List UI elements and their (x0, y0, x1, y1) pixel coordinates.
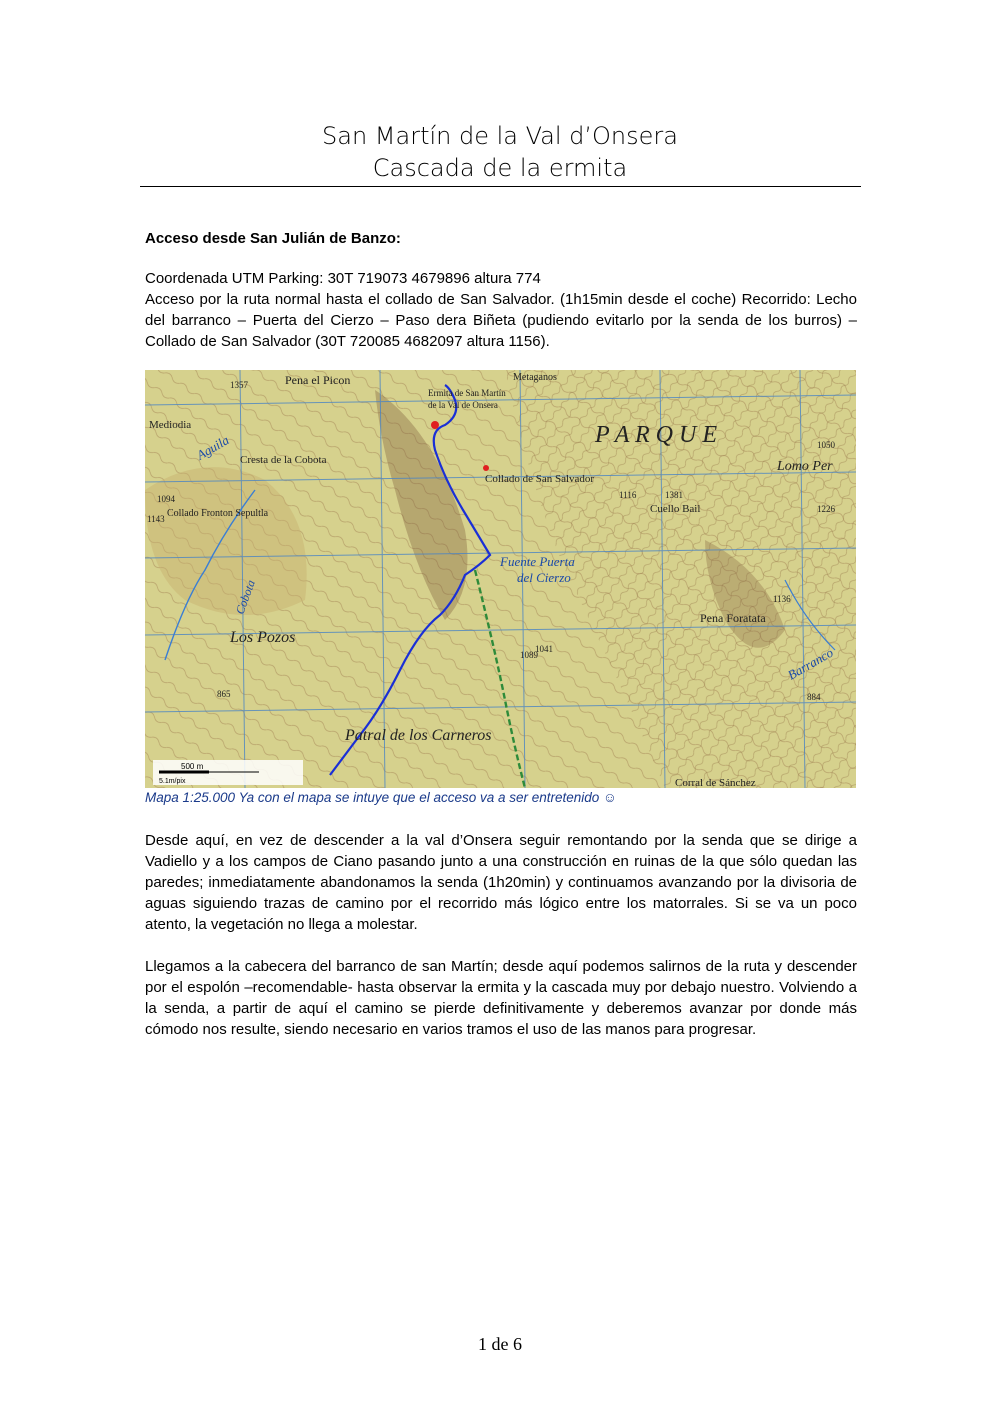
map-elev-7: 1136 (773, 594, 791, 604)
map-caption: Mapa 1:25.000 Ya con el mapa se intuye que el acceso va a ser entretenido ☺ (145, 790, 617, 805)
map-label-pena-picon: Pena el Picon (285, 373, 351, 387)
body-paragraph-2: Llegamos a la cabecera del barranco de san Martín; desde aquí podemos salirnos de la ruta y descender por el espolón –recomendable- hasta observar la ermita y la cascada muy por debajo nuestro. Volviendo a la senda, a partir de aquí el camino se pierde definitivamente y deberemos avanzar por donde más cómodo nos resulte, siendo necesario en varios tramos el uso de las manos para progresar. (145, 958, 857, 1038)
map-elev-2: 1143 (147, 514, 165, 524)
map-elev-6: 1381 (665, 490, 683, 500)
map-label-parque: P A R Q U E (595, 422, 718, 448)
map-elev-5: 1116 (619, 490, 637, 500)
intro-paragraph: Acceso por la ruta normal hasta el collado de San Salvador. (1h15min desde el coche) Recorrido: Lecho del barranco – Puerta del Cierzo – Paso dera Biñeta (pudiendo evitarlo por la senda de los burros) – Collado de San Salvador (30T 720085 4682097 altura 1156). (145, 291, 857, 350)
map-label-collado-fronton: Collado Fronton Sepultla (167, 508, 269, 519)
document-title (140, 120, 860, 184)
map-label-patral: Patral de los Carneros (345, 727, 492, 744)
map-label-collado-salvador: Collado de San Salvador (485, 473, 595, 485)
map-elev-8: 884 (807, 692, 821, 702)
intro-block (145, 268, 857, 352)
map-elev-3: 865 (217, 689, 231, 699)
map-elev-10: 1041 (535, 644, 553, 654)
title-divider (140, 186, 861, 187)
map-label-puente-2: del Cierzo (517, 570, 571, 585)
map-label-aguila: Aguila (194, 432, 232, 463)
map-label-los-pozos: Los Pozos (230, 629, 296, 646)
scale-resolution: 5.1m/pix (159, 778, 186, 785)
map-label-puente-1: Fuente Puerta (500, 554, 575, 569)
title-line-2: Cascada de la ermita (372, 154, 628, 182)
map-label-cuello-bail: Cuello Bail (650, 503, 701, 515)
map-label-cresta: Cresta de la Cobota (240, 454, 327, 466)
section-heading: Acceso desde San Julián de Banzo: (145, 230, 401, 247)
map-label-cobota: Cobota (232, 578, 258, 617)
map-label-ermita-2: de la Val de Onsera (428, 400, 498, 410)
body-paragraph-1: Desde aquí, en vez de descender a la val d’Onsera seguir remontando por la senda que se dirige a Vadiello y a los campos de Ciano pasando junto a una construcción en ruinas de la que sólo quedan las paredes; inmediatamente abandonamos la senda (1h20min) y continuamos avanzando por la divisoria de aguas siguiendo trazas de camino por el recorrido más lógico entre los matorrales. Si se va un poco atento, la vegetación no llega a molestar. (145, 832, 857, 933)
map-elev-4: 1226 (817, 504, 835, 514)
topographic-map (145, 370, 856, 788)
map-label-metaganos: Metaganos (513, 372, 557, 383)
map-label-mediodia: Mediodia (149, 419, 192, 431)
map-label-lomo: Lomo Per (777, 459, 833, 474)
map-elev-9: 1089 (520, 650, 538, 660)
map-label-ermita-1: Ermita de San Martín (428, 388, 506, 398)
map-scale-bar (153, 760, 303, 785)
intro-coordinates: Coordenada UTM Parking: 30T 719073 4679896 altura 774 (145, 270, 541, 287)
title-line-1: San Martín de la Val d’Onsera (322, 122, 678, 150)
map-elev-1: 1094 (157, 494, 175, 504)
map-label-barranco: Barranco (785, 644, 836, 683)
map-elev-11: 1050 (817, 440, 835, 450)
map-label-pena-foratata: Pena Foratata (700, 611, 766, 625)
scale-label: 500 m (181, 762, 204, 771)
map-label-corral: Corral de Sánchez (675, 777, 756, 788)
body-text (145, 830, 857, 1061)
page-number: 1 de 6 (478, 1334, 522, 1354)
map-elev-12: 1357 (230, 380, 248, 390)
